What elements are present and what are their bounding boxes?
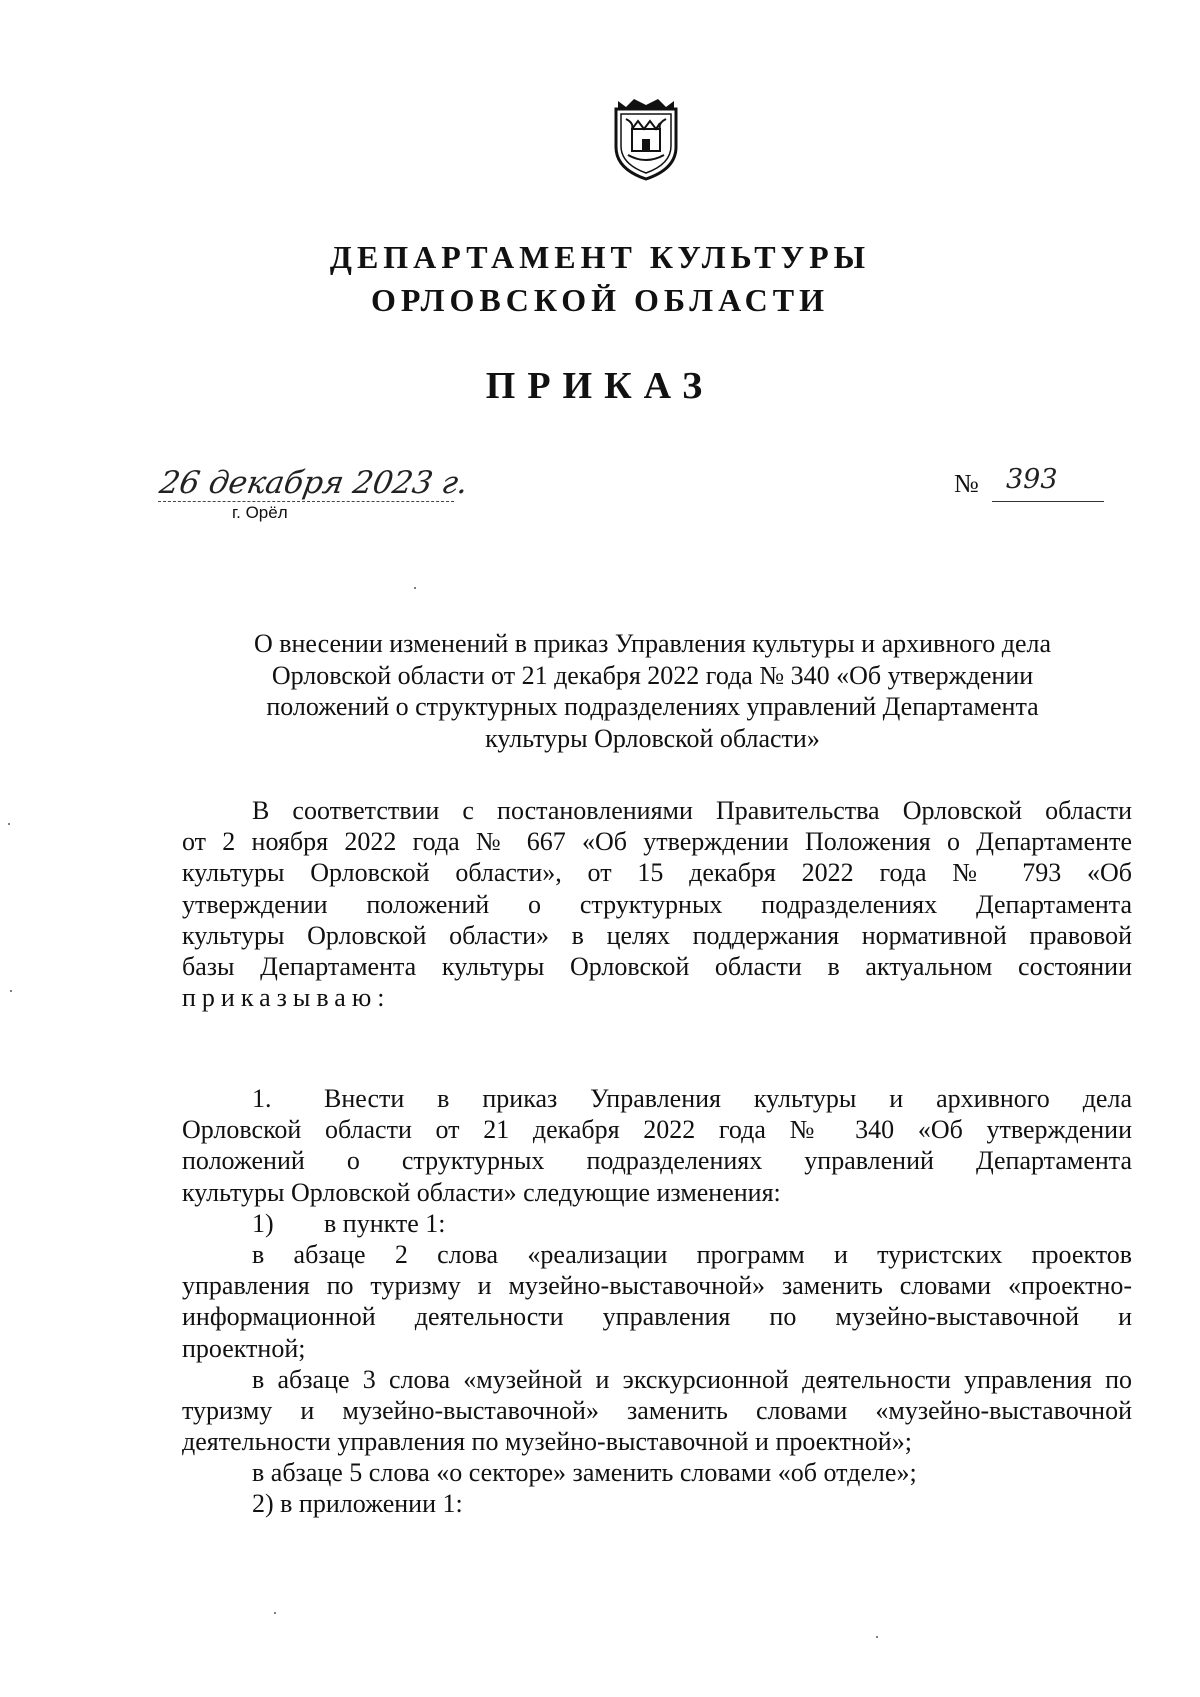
paragraph-2-line: управления по туризму и музейно-выставочной» заменить словами «проектно- xyxy=(182,1271,1132,1301)
subitem-2: 2) в приложении 1: xyxy=(252,1489,463,1519)
department-name-line1: ДЕПАРТАМЕНТ КУЛЬТУРЫ xyxy=(329,239,871,275)
paragraph-3-line: в абзаце 3 слова «музейной и экскурсионной деятельности управления по xyxy=(252,1364,1132,1394)
scan-speck xyxy=(10,990,12,992)
item-1-first-line xyxy=(182,1083,1132,1114)
subitem-1 xyxy=(182,1208,1132,1239)
paragraph-2-line: проектной; xyxy=(182,1333,306,1363)
order-items xyxy=(182,1083,1132,1520)
scan-speck xyxy=(876,1636,878,1638)
item-1-line: положений о структурных подразделениях управлений Департамента xyxy=(182,1146,1132,1176)
subitem-1-number: 1) xyxy=(252,1208,274,1238)
item-1-line: Орловской области от 21 декабря 2022 года № 340 «Об утверждении xyxy=(182,1115,1132,1145)
paragraph-3-line: туризму и музейно-выставочной» заменить словами «музейно-выставочной xyxy=(182,1395,1132,1425)
paragraph-2-line: в абзаце 2 слова «реализации программ и туристских проектов xyxy=(252,1239,1132,1269)
paragraph-5-line: в абзаце 5 слова «о секторе» заменить словами «об отделе»; xyxy=(252,1458,917,1488)
preamble-line: культуры Орловской области», от 15 декабря 2022 года № 793 «Об xyxy=(182,858,1132,888)
preamble-line: утверждении положений о структурных подразделениях Департамента xyxy=(182,889,1132,919)
handwritten-order-number: 393 xyxy=(1006,464,1058,495)
number-underline xyxy=(992,501,1104,502)
preamble-line: базы Департамента культуры Орловской области в актуальном состоянии xyxy=(182,951,1132,981)
item-1-line: Внести в приказ Управления культуры и архивного дела xyxy=(324,1084,1132,1113)
city-label: г. Орёл xyxy=(232,503,288,522)
order-number-label: № xyxy=(954,469,979,498)
subject-line: культуры Орловской области» xyxy=(485,723,820,753)
department-name-line2: ОРЛОВСКОЙ ОБЛАСТИ xyxy=(371,282,829,318)
order-verb: приказываю: xyxy=(182,983,391,1013)
subitem-1-text: в пункте 1: xyxy=(324,1208,446,1238)
preamble-line: В соответствии с постановлениями Правительства Орловской области xyxy=(252,796,1132,825)
paragraph-2-line: информационной деятельности управления по музейно-выставочной и xyxy=(182,1302,1132,1332)
order-title: ПРИКАЗ xyxy=(485,365,715,407)
scan-speck xyxy=(414,587,416,589)
order-subject xyxy=(205,628,1100,754)
preamble-line: культуры Орловской области» в целях поддержания нормативной правовой xyxy=(182,920,1132,950)
subject-line: О внесении изменений в приказ Управления культуры и архивного дела xyxy=(253,629,1052,658)
paragraph-3-line: деятельности управления по музейно-выставочной и проектной»; xyxy=(182,1427,912,1457)
preamble-paragraph xyxy=(182,795,1132,1013)
scan-speck xyxy=(274,1612,276,1614)
handwritten-date: 26 декабря 2023 г. xyxy=(156,465,471,501)
coat-of-arms-icon xyxy=(608,95,684,181)
date-underline xyxy=(158,501,454,502)
subject-line: положений о структурных подразделениях управлений Департамента xyxy=(266,692,1039,721)
subject-line: Орловской области от 21 декабря 2022 года № 340 «Об утверждении xyxy=(271,660,1034,690)
item-1-line: культуры Орловской области» следующие изменения: xyxy=(182,1177,781,1207)
item-1-number: 1. xyxy=(252,1084,272,1113)
preamble-line: от 2 ноября 2022 года № 667 «Об утверждении Положения о Департаменте xyxy=(182,827,1132,857)
scan-speck xyxy=(8,823,10,825)
